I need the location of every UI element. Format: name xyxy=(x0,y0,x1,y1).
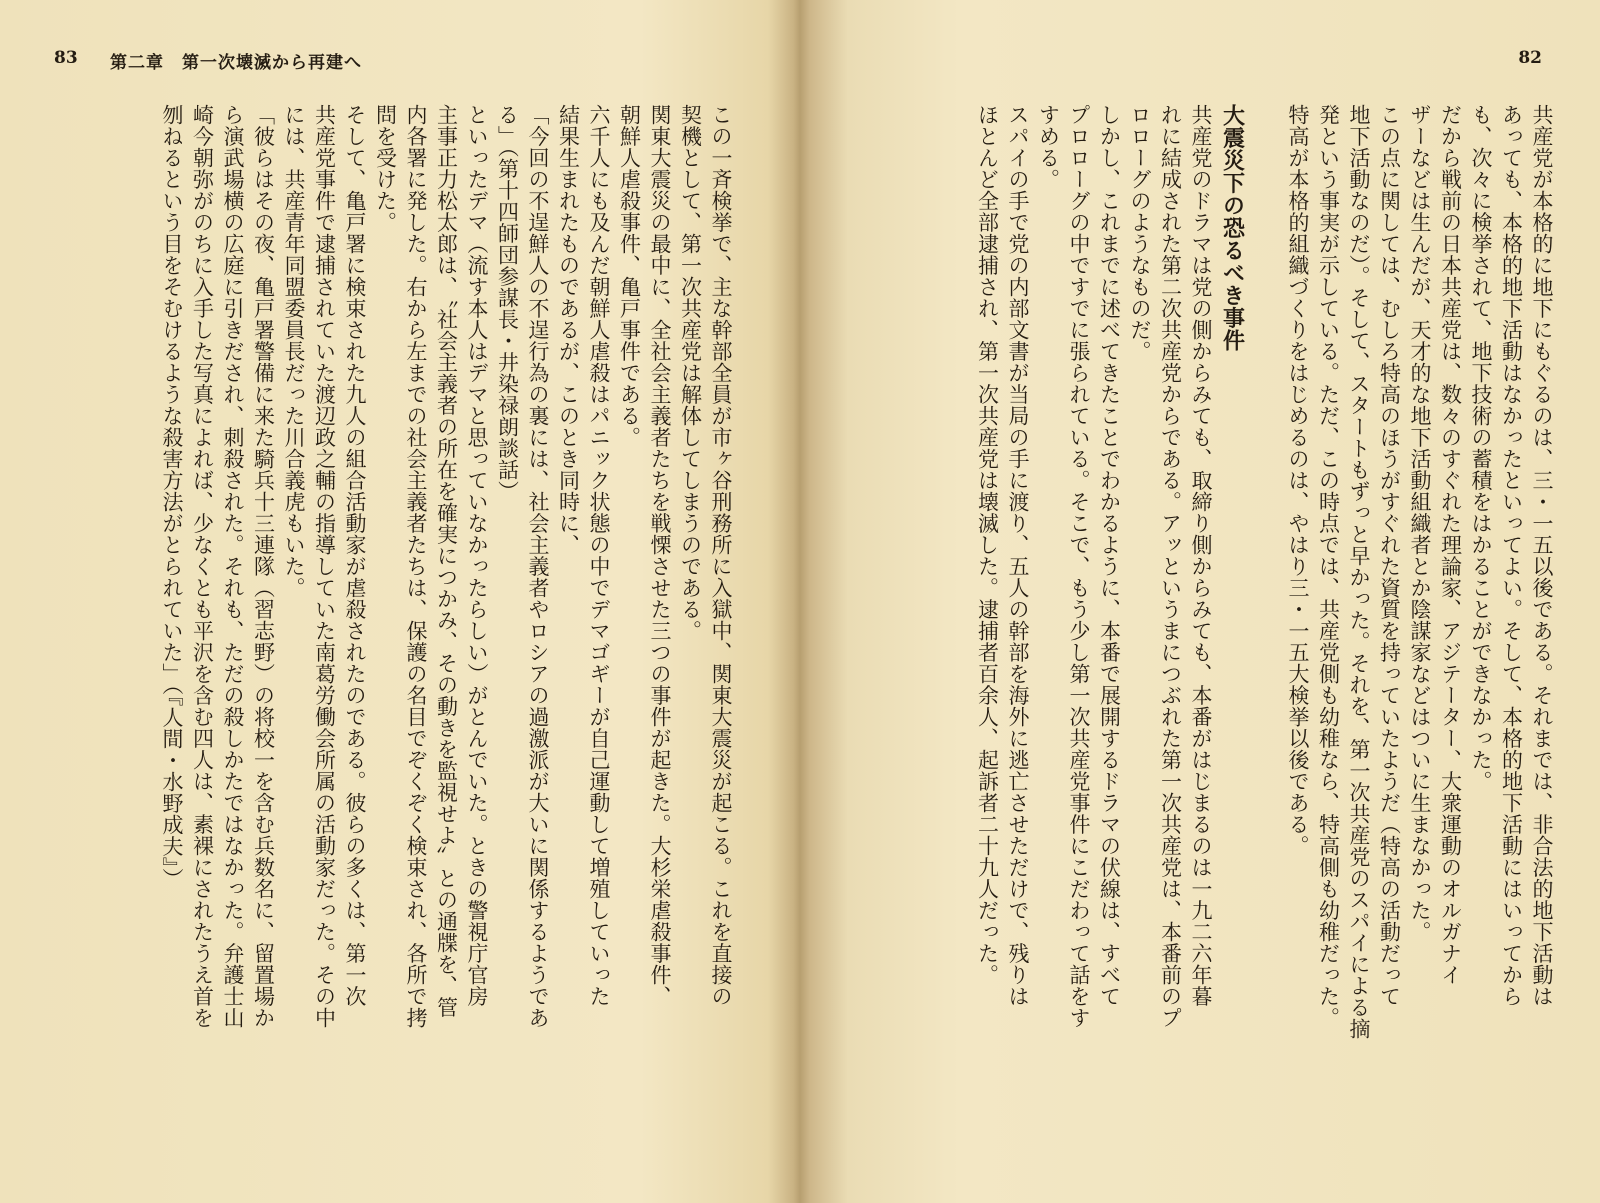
text-column: には、共産青年同盟委員長だった川合義虎もいた。 xyxy=(282,104,306,599)
text-column: 朝鮮人虐殺事件、亀戸事件である。 xyxy=(617,104,642,448)
text-column: れに結成された第二次共産党からである。アッというまにつぶれた第一次共産党は、本番前のプ xyxy=(1158,104,1183,1029)
blank-column xyxy=(1265,104,1283,1184)
text-column: る」（第十四師団参謀長・井染禄朗談話） xyxy=(495,104,520,502)
text-column: 関東大震災の最中に、全社会主義者たちを戦慄させた三つの事件が起きた。大杉栄虐殺事件、 xyxy=(648,104,672,1007)
text-column: この一斉検挙で、主な幹部全員が市ヶ谷刑務所に入獄中、関東大震災が起こる。これを直接の xyxy=(709,104,733,1007)
text-column: 六千人にも及んだ朝鮮人虐殺はパニック状態の中でデマゴギーが自己運動して増殖していった xyxy=(587,104,611,1007)
text-column: 特高が本格的組織づくりをはじめるのは、やはり三・一五大検挙以後である。 xyxy=(1286,104,1310,857)
page-number-right: 82 xyxy=(1518,48,1542,68)
text-column: スパイの手で党の内部文書が当局の手に渡り、五人の幹部を海外に逃亡させただけで、残りは xyxy=(1006,104,1030,1007)
text-column: 共産党のドラマは党の側からみても、取締り側からみても、本番がはじまるのは一九二六年暮 xyxy=(1189,104,1213,1007)
section-heading: 大震災下の恐るべき事件 xyxy=(1219,104,1245,352)
text-column: 「彼らはその夜、亀戸署警備に来た騎兵十三連隊（習志野）の将校一を含む兵数名に、留置場か xyxy=(251,104,276,1029)
text-column: も、次々に検挙されて、地下技術の蓄積をはかることができなかった。 xyxy=(1469,104,1493,792)
text-column: しかし、これまでに述べてきたことでわかるように、本番で展開するドラマの伏線は、すべて xyxy=(1097,104,1122,1007)
right-page xyxy=(804,0,1600,1203)
text-column: この点に関しては、むしろ特高のほうがすぐれた資質を持っていたようだ（特高の活動だって xyxy=(1377,104,1402,1007)
text-column: 「今回の不逞鮮人の不逞行為の裏には、社会主義者やロシアの過激派が大いに関係するようであ xyxy=(526,104,550,1029)
text-column: 主事正力松太郎は、〝社会主義者の所在を確実につかみ、その動きを監視せよ〟との通牒を、管 xyxy=(434,104,459,1018)
text-column: 問を受けた。 xyxy=(373,104,398,233)
text-column: ら演武場横の広庭に引きだされ、刺殺された。それも、ただの殺しかたではなかった。弁護士山 xyxy=(221,104,245,1029)
text-column: ほとんど全部逮捕され、第一次共産党は壊滅した。逮捕者百余人、起訴者二十九人だった。 xyxy=(975,104,1000,986)
text-column: といったデマ（流す本人はデマと思っていなかったらしい）がとんでいた。ときの警視庁官房 xyxy=(465,104,489,1007)
left-text-block xyxy=(46,104,736,1184)
text-column: 契機として、第一次共産党は解体してしまうのである。 xyxy=(678,104,703,642)
text-column: 結果生まれたものであるが、このとき同時に、 xyxy=(556,104,581,556)
blank-column xyxy=(1247,104,1265,1184)
text-column: すめる。 xyxy=(1036,104,1061,190)
text-column: そして、亀戸署に検束された九人の組合活動家が虐殺されたのである。彼らの多くは、第一次 xyxy=(343,104,367,1007)
text-column: プロローグの中ですでに張られている。そこで、もう少し第一次共産党事件にこだわって話をす xyxy=(1067,104,1091,1029)
text-column: 共産党が本格的に地下にもぐるのは、三・一五以後である。それまでは、非合法的地下活動は xyxy=(1530,104,1554,1007)
right-text-block xyxy=(842,104,1557,1184)
text-column: 発という事実が示している。ただ、この時点では、共産党側も幼稚なら、特高側も幼稚だった。 xyxy=(1316,104,1341,1029)
page-number-left: 83 xyxy=(54,48,78,68)
text-column: 刎ねるという目をそむけるような殺害方法がとられていた」（『人間・水野成夫』） xyxy=(160,104,184,890)
running-head: 第二章 第一次壊滅から再建へ xyxy=(110,53,362,73)
text-column: 共産党事件で逮捕されていた渡辺政之輔の指導していた南葛労働会所属の活動家だった。その中 xyxy=(312,104,337,1029)
text-column: ザーなどは生んだが、天才的な地下活動組織者とか陰謀家などはついに生まなかった。 xyxy=(1408,104,1432,943)
text-column: ロローグのようなものだ。 xyxy=(1128,104,1152,362)
left-page xyxy=(0,0,796,1203)
text-column: だから戦前の日本共産党は、数々のすぐれた理論家、アジテーター、大衆運動のオルガナイ xyxy=(1438,104,1463,986)
text-column: 地下活動なのだ）。そして、スタートもずっと早かった。それを、第一次共産党のスパイによる摘 xyxy=(1347,104,1371,1040)
text-column: 内各署に発した。右から左までの社会主義者たちは、保護の名目でぞくぞく検束され、各所で拷 xyxy=(404,104,428,1029)
text-column: あっても、本格的地下活動はなかったといってよい。そして、本格的地下活動にはいってから xyxy=(1499,104,1524,1007)
text-column: 崎今朝弥がのちに入手した写真によれば、少なくとも平沢を含む四人は、素裸にされたうえ首を xyxy=(190,104,215,1029)
